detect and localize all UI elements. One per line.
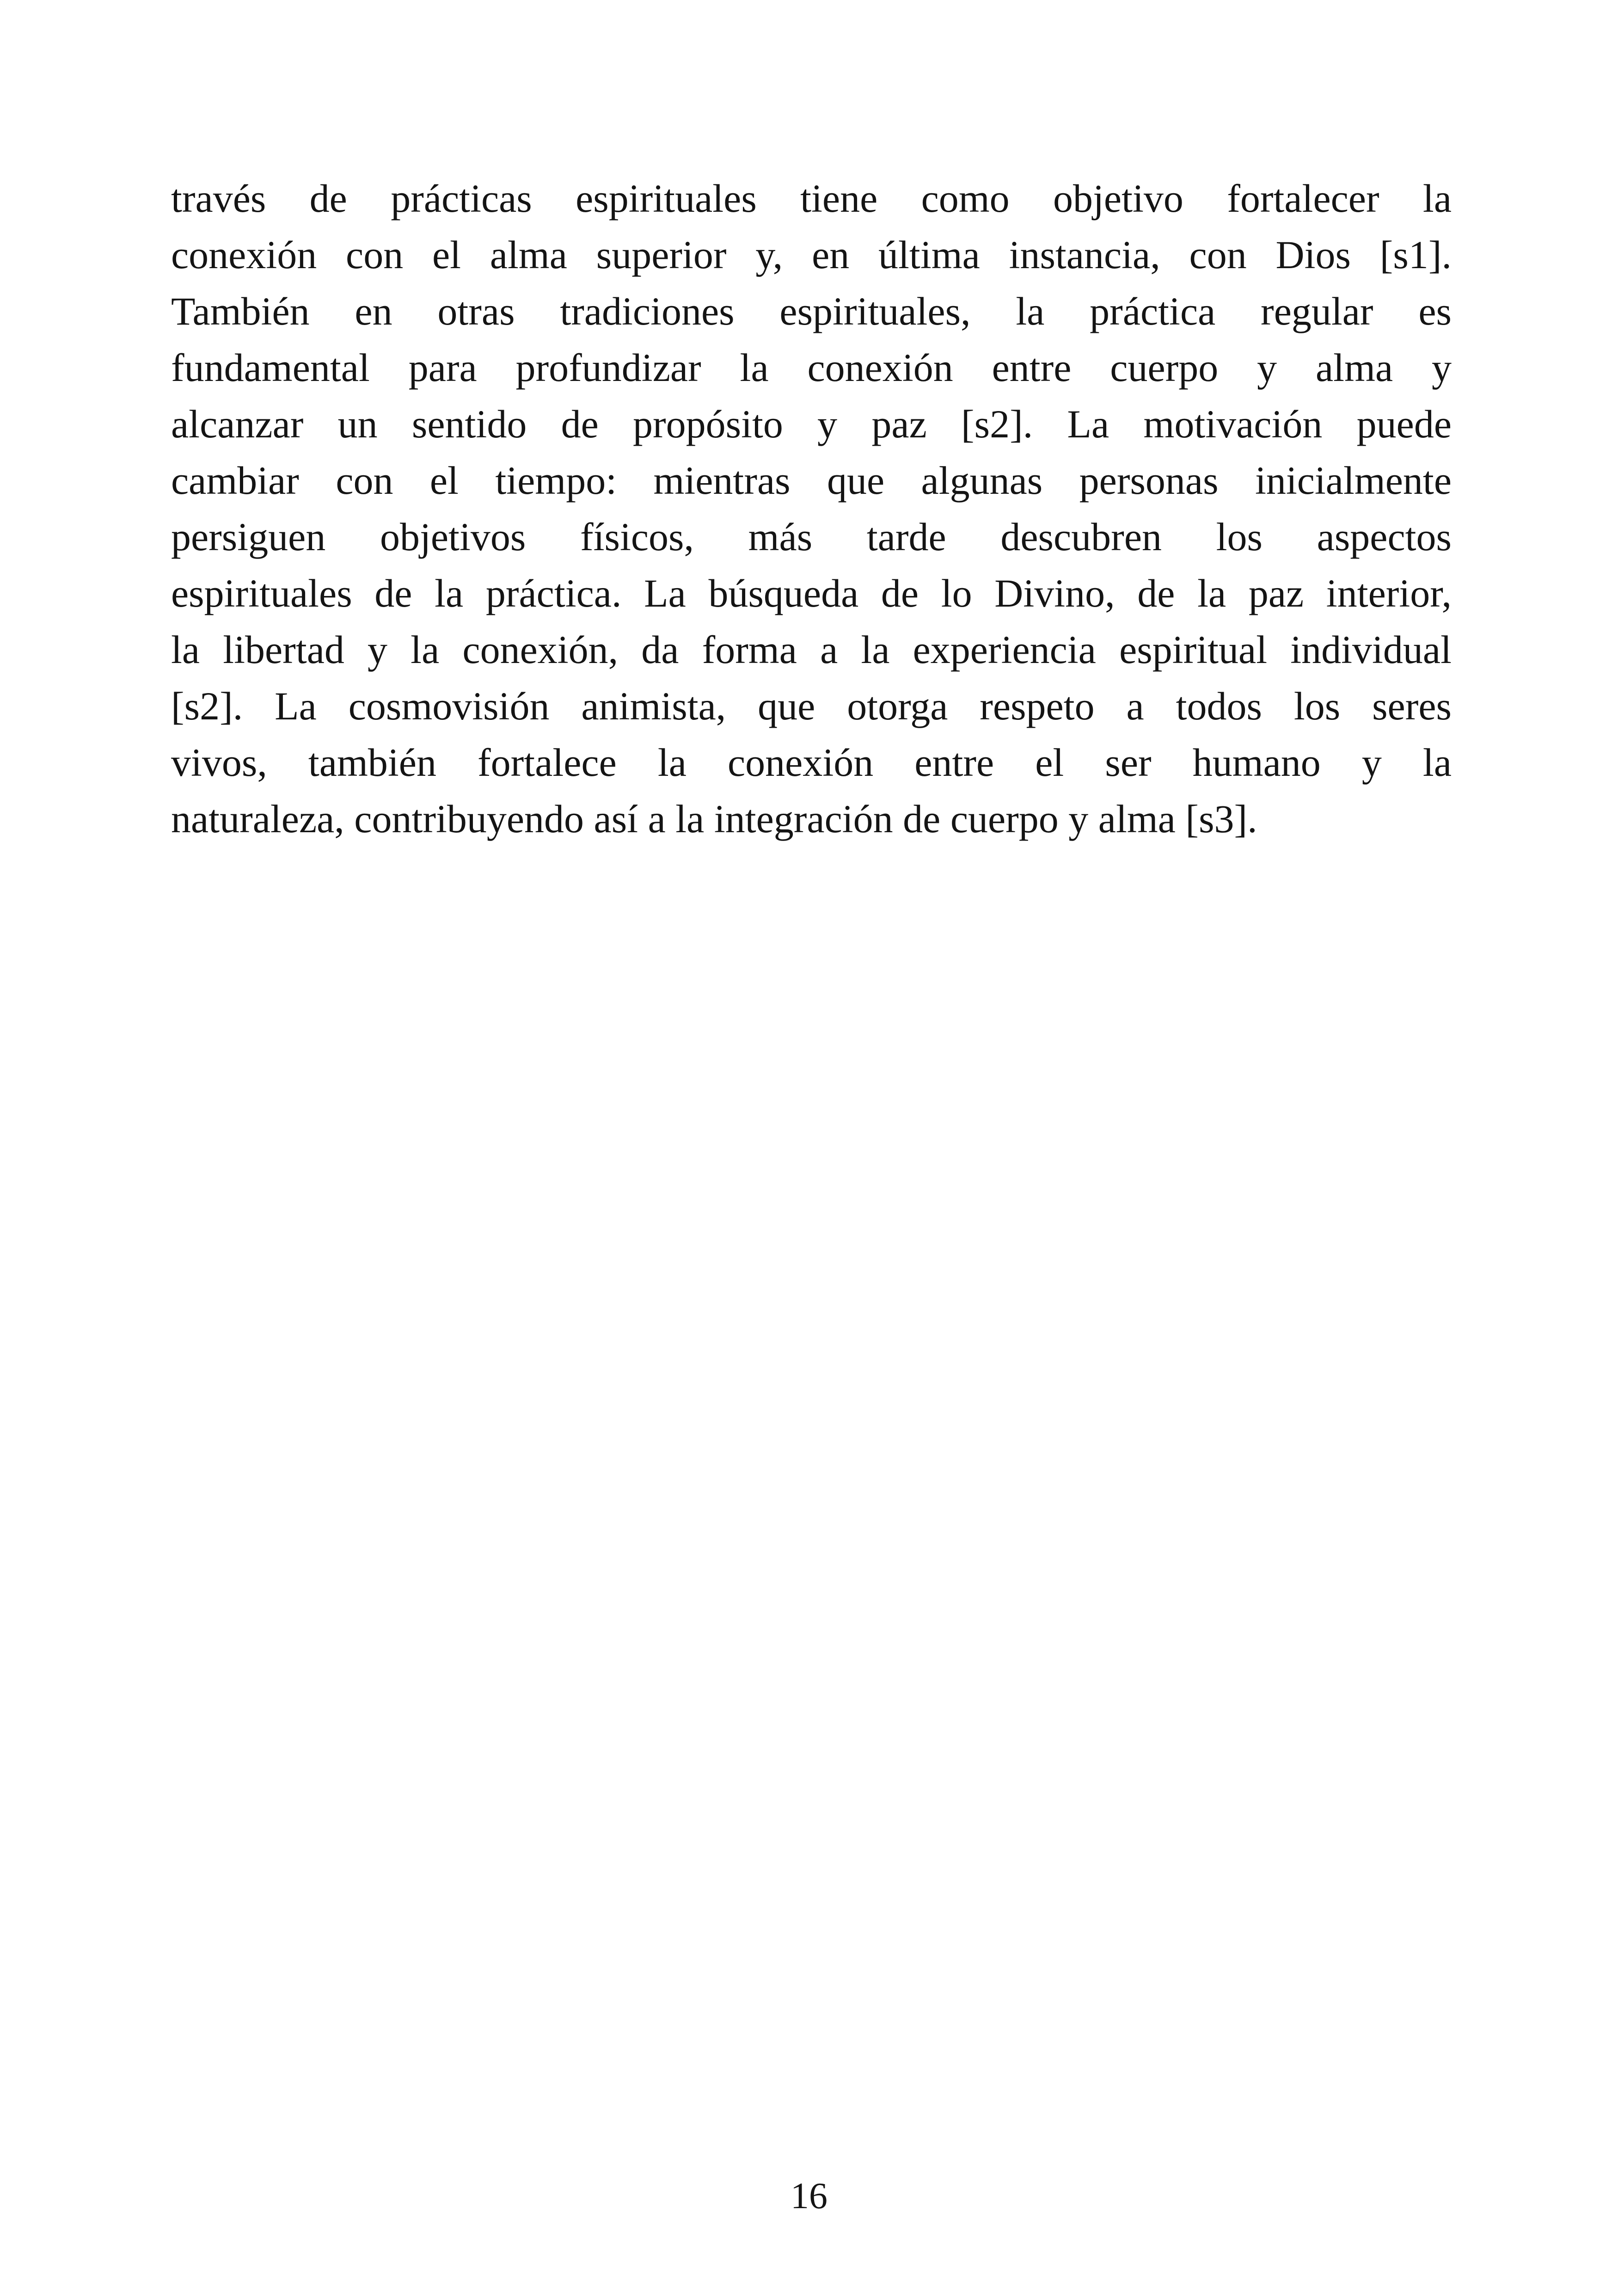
body-paragraph [171, 170, 1452, 847]
paragraph-line: fundamental para profundizar la conexión entre cuerpo y alma y [171, 345, 1452, 390]
paragraph-line: conexión con el alma superior y, en última instancia, con Dios [s1]. [171, 233, 1452, 277]
paragraph-line: través de prácticas espirituales tiene como objetivo fortalecer la [171, 176, 1452, 221]
paragraph-line: espirituales de la práctica. La búsqueda de lo Divino, de la paz interior, [171, 571, 1452, 615]
paragraph-line: [s2]. La cosmovisión animista, que otorga respeto a todos los seres [171, 684, 1452, 728]
paragraph-line: vivos, también fortalece la conexión entre el ser humano y la [171, 740, 1452, 785]
page-number: 16 [791, 2176, 827, 2216]
paragraph-line: la libertad y la conexión, da forma a la experiencia espiritual individual [171, 627, 1452, 672]
paragraph-line: persiguen objetivos físicos, más tarde descubren los aspectos [171, 515, 1452, 559]
paragraph-line: También en otras tradiciones espirituales, la práctica regular es [171, 289, 1452, 333]
paragraph-line: cambiar con el tiempo: mientras que algunas personas inicialmente [171, 458, 1452, 503]
paragraph-line: alcanzar un sentido de propósito y paz [s2]. La motivación puede [171, 402, 1452, 446]
paragraph-line: naturaleza, contribuyendo así a la integración de cuerpo y alma [s3]. [171, 797, 1257, 841]
